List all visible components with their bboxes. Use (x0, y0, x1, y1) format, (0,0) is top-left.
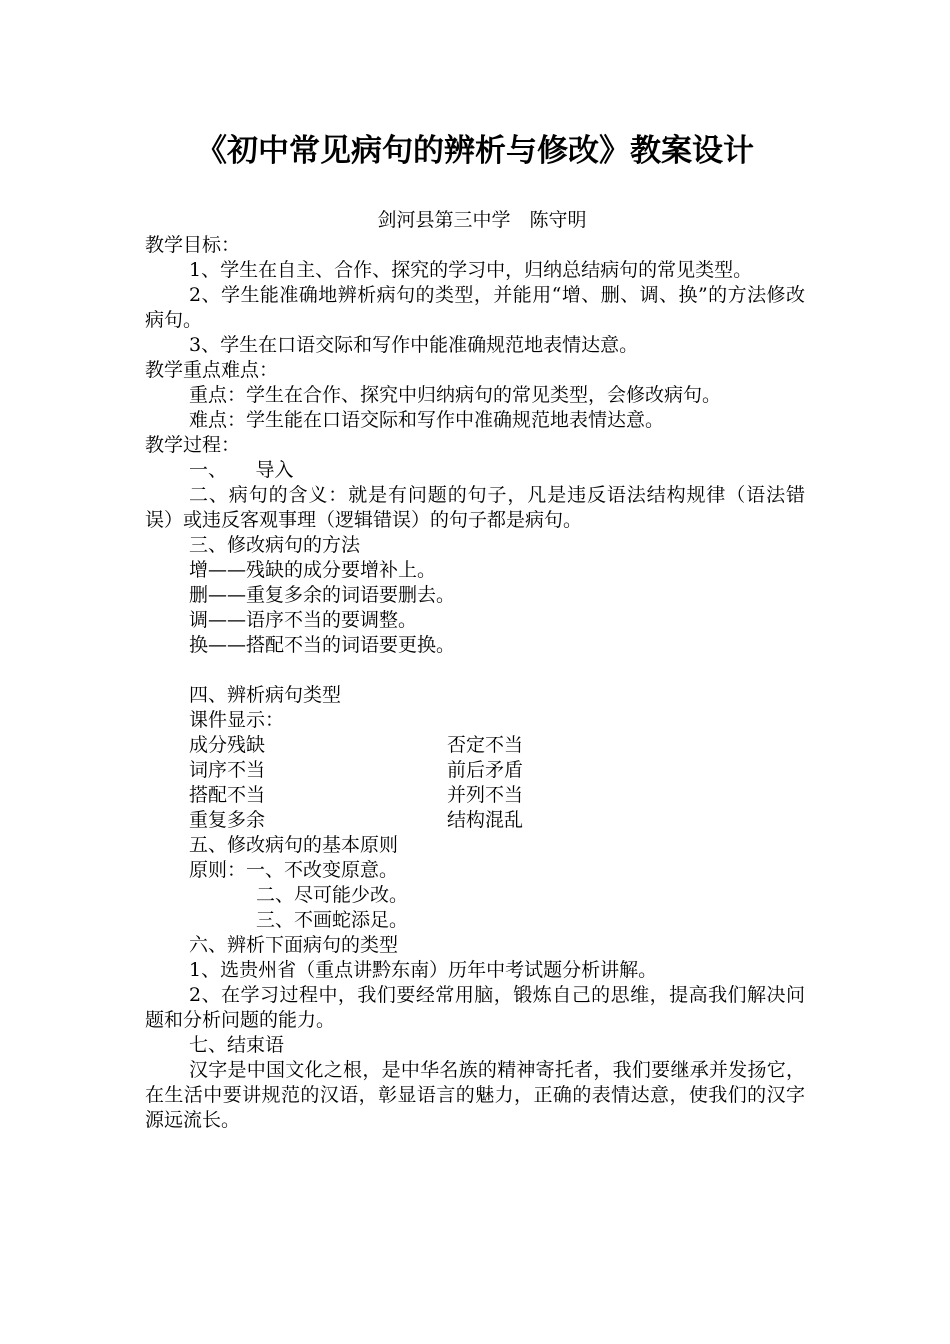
section-methods-heading: 三、修改病句的方法 (189, 534, 361, 556)
type-cell: 重复多余 (189, 809, 266, 831)
method-item: 调——语序不当的要调整。 (189, 609, 418, 631)
section-closing-heading: 七、结束语 (189, 1034, 285, 1056)
type-cell: 搭配不当 (189, 784, 266, 806)
goals-heading: 教学目标： (145, 234, 241, 256)
document-title: 《初中常见病句的辨析与修改》教案设计 (196, 133, 754, 169)
type-cell: 否定不当 (447, 734, 524, 756)
keypoint-focus: 重点：学生在合作、探究中归纳病句的常见类型，会修改病句。 (189, 384, 722, 406)
goal-item: 1、学生在自主、合作、探究的学习中，归纳总结病句的常见类型。 (189, 259, 753, 281)
type-cell: 词序不当 (189, 759, 266, 781)
type-row (145, 808, 805, 833)
keypoint-difficulty: 难点：学生能在口语交际和写作中准确规范地表情达意。 (189, 409, 665, 431)
type-row (145, 733, 805, 758)
process-heading: 教学过程： (145, 434, 241, 456)
author-line: 剑河县第三中学 陈守明 (377, 209, 587, 231)
method-item: 换——搭配不当的词语要更换。 (189, 634, 456, 656)
type-cell: 结构混乱 (447, 809, 524, 831)
principle-item: 原则：一、不改变原意。 (189, 859, 399, 881)
exercise-item: 2、在学习过程中，我们要经常用脑，锻炼自己的思维，提高我们解决问题和分析问题的能力。 (145, 984, 805, 1031)
type-row (145, 758, 805, 783)
type-cell: 成分残缺 (189, 734, 266, 756)
goal-item: 3、学生在口语交际和写作中能准确规范地表情达意。 (189, 334, 639, 356)
principle-item: 三、不画蛇添足。 (256, 909, 409, 931)
section-types-heading: 四、辨析病句类型 (189, 684, 342, 706)
document-page (145, 128, 805, 1133)
keypoints-heading: 教学重点难点： (145, 359, 279, 381)
section-principles-heading: 五、修改病句的基本原则 (189, 834, 399, 856)
courseware-label: 课件显示： (189, 709, 285, 731)
section-definition: 二、病句的含义：就是有问题的句子，凡是违反语法结构规律（语法错误）或违反客观事理（逻辑错误）的句子都是病句。 (145, 484, 805, 531)
type-cell: 前后矛盾 (447, 759, 524, 781)
principle-item: 二、尽可能少改。 (256, 884, 409, 906)
method-item: 增——残缺的成分要增补上。 (189, 559, 437, 581)
method-item: 删——重复多余的词语要删去。 (189, 584, 456, 606)
type-row (145, 783, 805, 808)
section-intro: 一、 导入 (189, 459, 294, 481)
type-cell: 并列不当 (447, 784, 524, 806)
closing-paragraph: 汉字是中国文化之根，是中华名族的精神寄托者，我们要继承并发扬它，在生活中要讲规范的汉语，彰显语言的魅力，正确的表情达意，使我们的汉字源远流长。 (145, 1059, 805, 1131)
exercise-item: 1、选贵州省（重点讲黔东南）历年中考试题分析讲解。 (189, 959, 658, 981)
blank-line (145, 658, 805, 683)
section-exercise-heading: 六、辨析下面病句的类型 (189, 934, 399, 956)
goal-item: 2、学生能准确地辨析病句的类型，并能用“增、删、调、换”的方法修改病句。 (145, 284, 805, 331)
